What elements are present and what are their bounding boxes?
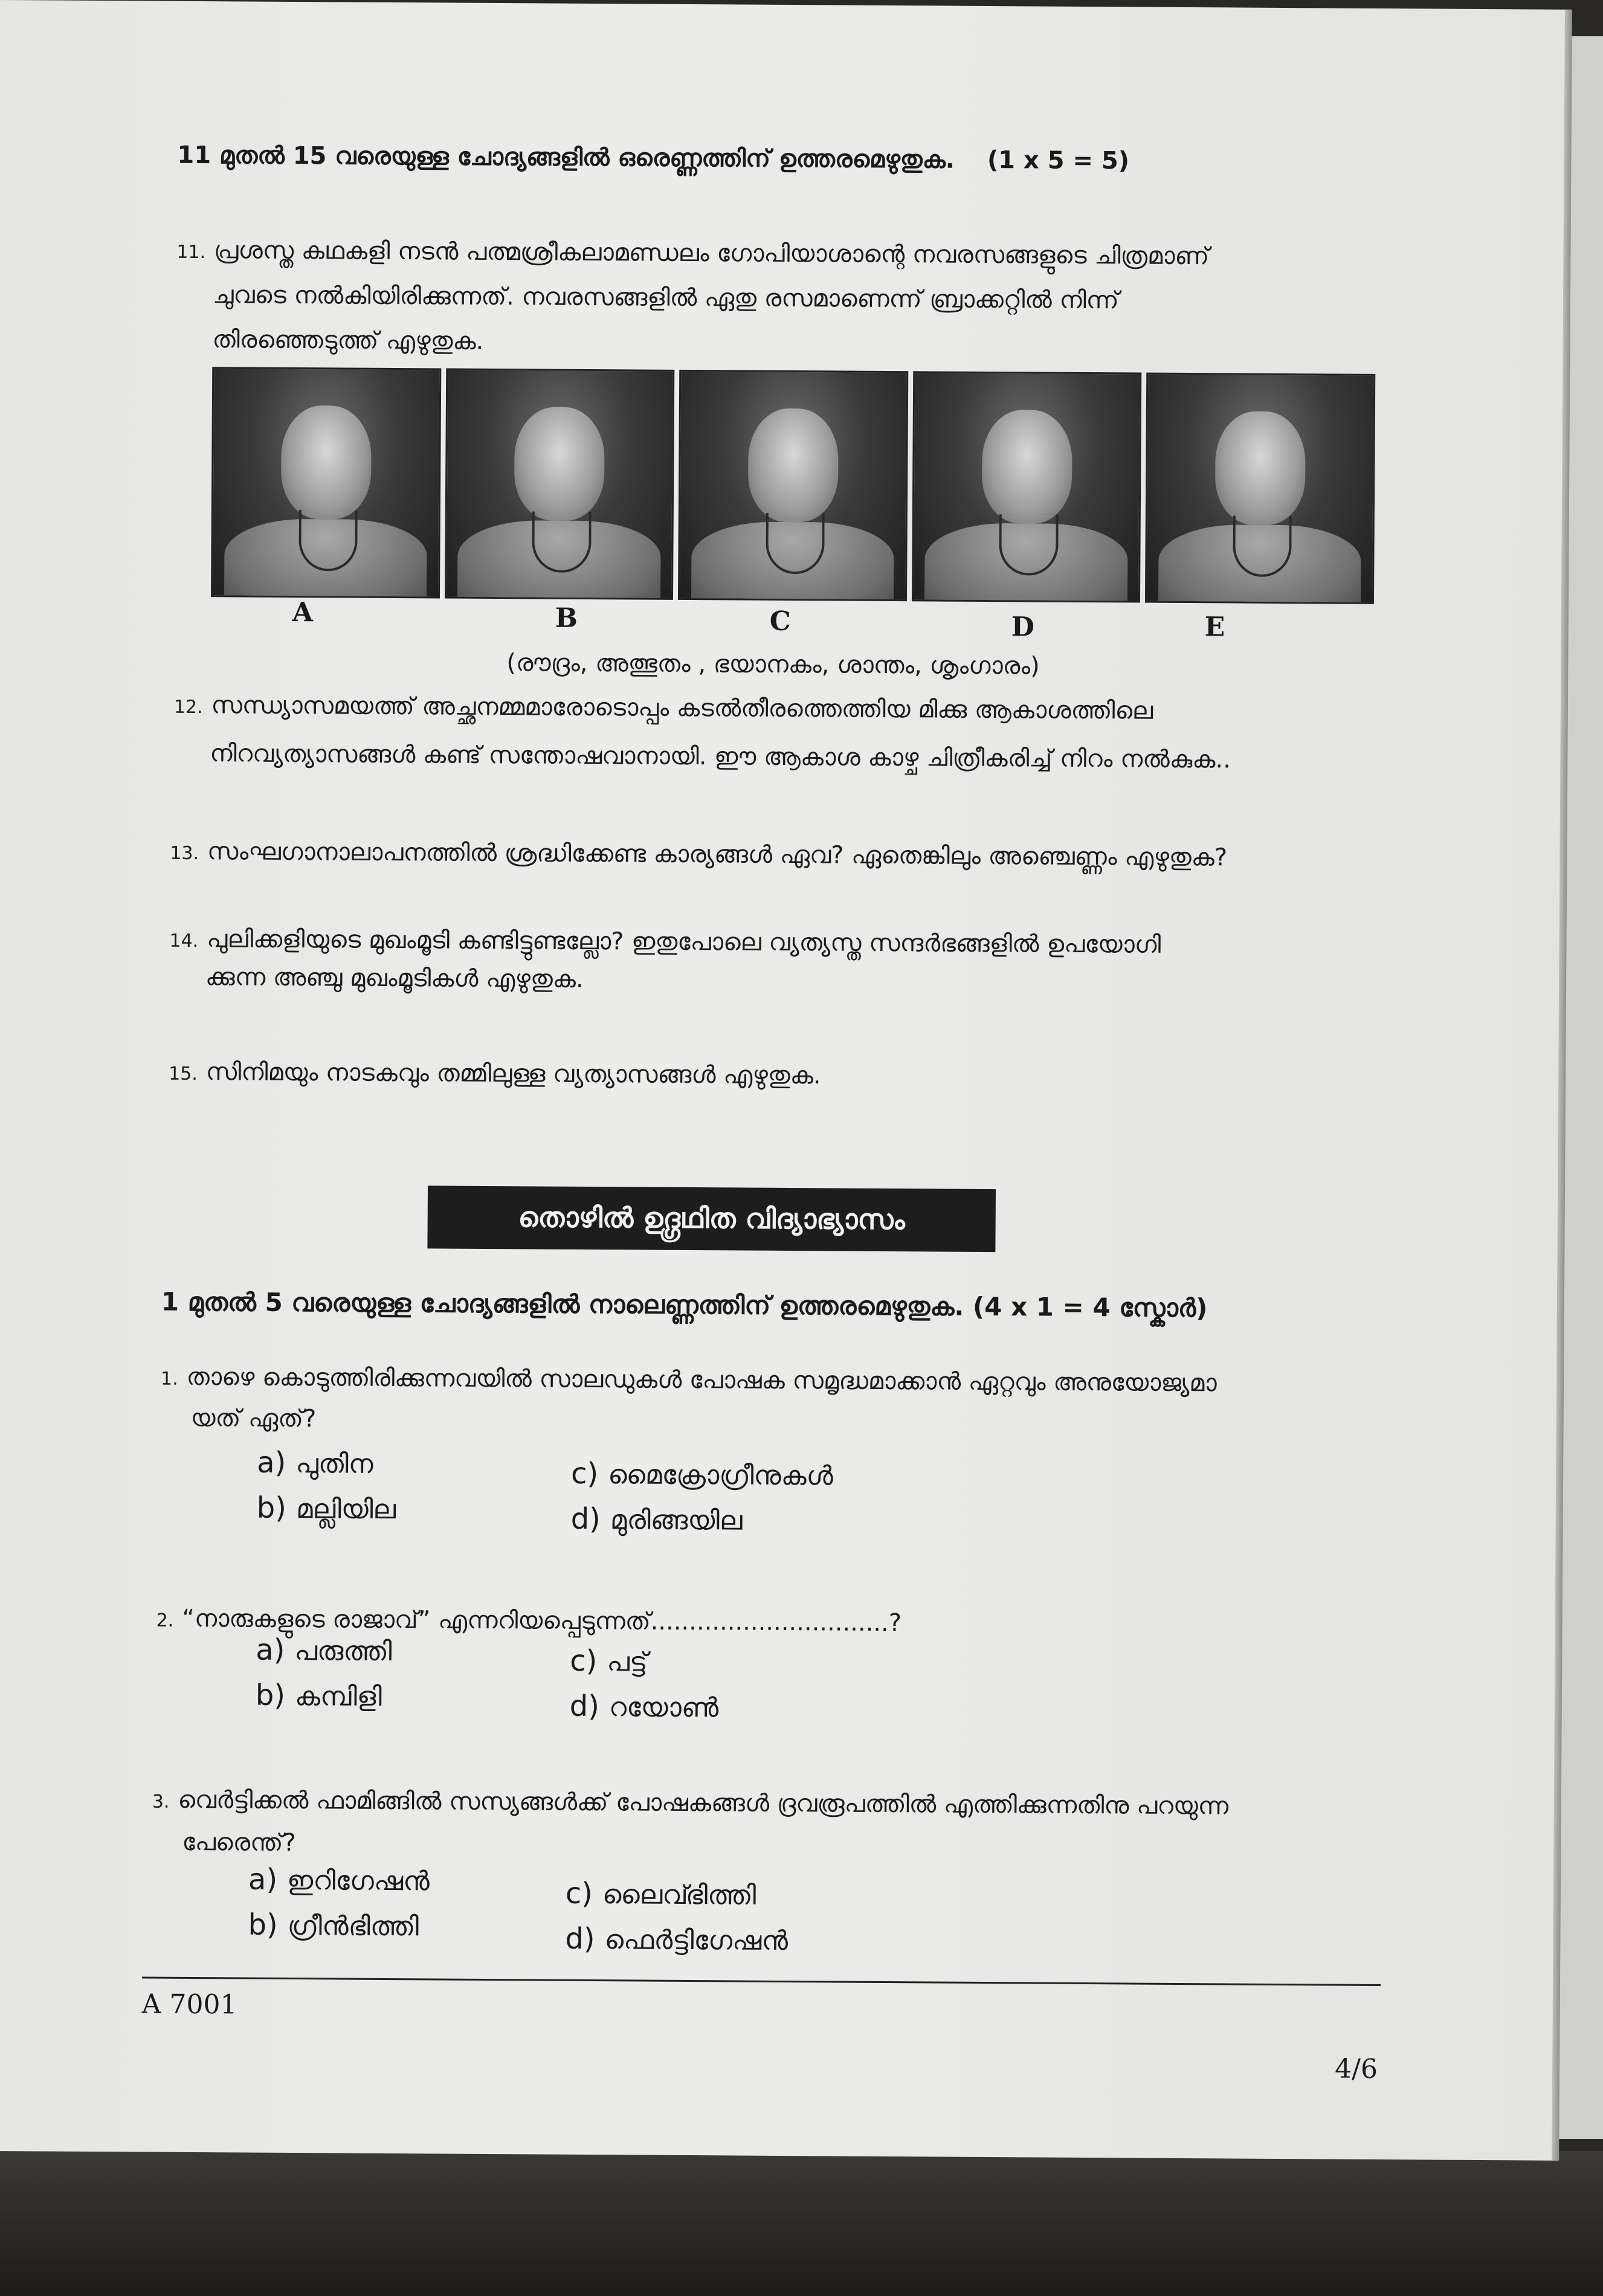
section1-instruction [177, 141, 1129, 175]
section1-instruction-text: 11 മുതൽ 15 വരെയുള്ള ചോദ്യങ്ങളിൽ ഒരെണ്ണത്തിന് ഉത്തരമെഴുതുക. [177, 141, 955, 174]
option-letter: b) [255, 1678, 286, 1712]
option-letter: d) [570, 1501, 601, 1537]
question-12-line2: നിറവ്യത്യാസങ്ങൾ കണ്ട് സന്തോഷവാനായി. ഈ ആകാശ കാഴ്ച ചിത്രീകരിച്ച് നിറം നൽകുക.. [210, 740, 1231, 774]
question-text: പ്രശസ്ത കഥകളി നടൻ പത്മശ്രീകലാമണ്ഡലം ഗോപിയാശാന്റെ നവരസങ്ങളുടെ ചിത്രമാണ് [214, 236, 1210, 271]
mcq-1-option-d [570, 1502, 742, 1537]
option-letter: a) [256, 1633, 285, 1667]
option-text: ഫെർട്ടിഗേഷൻ [604, 1924, 789, 1957]
option-text: ഗ്രീൻഭിത്തി [287, 1910, 419, 1943]
option-letter: c) [565, 1876, 593, 1911]
option-letter: a) [257, 1445, 286, 1480]
navarasa-photo-strip [211, 367, 1375, 601]
section1-score: (1 x 5 = 5) [987, 146, 1130, 175]
mcq-3 [152, 1778, 1229, 1831]
rasa-options-bracket: (രൗദ്രം, അത്ഭുതം , ഭയാനകം, ശാന്തം, ശൃംഗാരം) [506, 649, 1040, 680]
question-number: 3. [152, 1791, 170, 1813]
question-number: 15. [169, 1063, 198, 1085]
question-14-line2: ക്കുന്ന അഞ്ചു മുഖംമൂടികൾ എഴുതുക. [205, 963, 584, 993]
paper-code: A 7001 [141, 1988, 237, 2020]
question-text: “നാരുകളുടെ രാജാവ്” എന്നറിയപ്പെടുന്നത്...............................? [182, 1604, 902, 1637]
option-letter: c) [570, 1643, 598, 1678]
question-number: 11. [176, 241, 206, 263]
option-letter: b) [256, 1491, 287, 1525]
option-text: പരുത്തി [294, 1636, 392, 1668]
option-text: കമ്പിളി [294, 1681, 382, 1712]
mcq-3-option-c [566, 1877, 756, 1912]
question-text: താഴെ കൊടുത്തിരിക്കുന്നവയിൽ സാലഡുകൾ പോഷക സമൃദ്ധമാക്കാൻ ഏറ്റവും അനുയോജ്യമാ [186, 1362, 1217, 1398]
option-text: പുതിന [295, 1448, 373, 1480]
mcq-3-option-b [248, 1908, 419, 1943]
mcq-1-option-b [257, 1491, 396, 1526]
mcq-3-option-a [248, 1863, 430, 1898]
question-text: സിനിമയും നാടകവും തമ്മിലുള്ള വ്യത്യാസങ്ങൾ എഴുതുക. [205, 1058, 821, 1090]
navarasa-photo-e [1145, 373, 1375, 604]
photo-label-e: E [1204, 611, 1225, 643]
mcq-2-option-c [570, 1644, 648, 1678]
question-11-line2: ചുവടെ നൽകിയിരിക്കുന്നത്. നവരസങ്ങളിൽ ഏതു രസമാണെന്ന് ബ്രാക്കറ്റിൽ നിന്ന് [212, 281, 1119, 315]
question-number: 2. [156, 1610, 174, 1631]
option-text: മല്ലിയില [295, 1494, 396, 1526]
question-text: സന്ധ്യാസമയത്ത് അച്ഛനമ്മമാരോടൊപ്പം കടൽതീരത്തെത്തിയ മിക്കു ആകാശത്തിലെ [211, 691, 1153, 725]
mcq-1-option-c [571, 1457, 833, 1492]
question-number: 1. [160, 1368, 178, 1390]
option-text: റയോൺ [608, 1692, 719, 1724]
option-text: ലൈവ്ഭിത്തി [602, 1879, 756, 1911]
mcq-2-option-d [570, 1689, 719, 1724]
navarasa-photo-c [678, 370, 908, 601]
mcq-2-option-b [256, 1678, 382, 1713]
footer-rule [142, 1976, 1381, 1986]
navarasa-photo-a [211, 367, 441, 598]
option-text: പട്ട് [607, 1646, 648, 1678]
question-15 [169, 1050, 821, 1101]
question-number: 13. [170, 842, 199, 865]
option-letter: d) [565, 1921, 595, 1956]
section-banner: തൊഴിൽ ഉദ്ഗ്രഥിത വിദ്യാഭ്യാസം [427, 1185, 996, 1252]
navarasa-photo-b [445, 369, 675, 600]
photo-label-c: C [769, 605, 791, 637]
question-11-line3: തിരഞ്ഞെടുത്ത് എഴുതുക. [212, 326, 484, 355]
option-letter: c) [570, 1456, 599, 1491]
photo-label-a: A [292, 596, 314, 628]
question-text: പുലിക്കളിയുടെ മുഖംമൂടി കണ്ടിട്ടുണ്ടല്ലോ? ഇതുപോലെ വ്യത്യസ്ത സന്ദർഭങ്ങളിൽ ഉപയോഗി [207, 925, 1161, 959]
option-text: ഇറിഗേഷൻ [286, 1865, 430, 1897]
question-13 [170, 829, 1227, 883]
mcq-1-line2: യത് ഏത്? [190, 1404, 317, 1433]
question-number: 12. [173, 696, 203, 718]
option-letter: a) [248, 1862, 278, 1897]
mcq-3-line2: പേരെന്ത്? [182, 1828, 296, 1857]
mcq-3-option-d [565, 1922, 788, 1957]
mcq-1 [161, 1355, 1217, 1408]
section2-instruction: 1 മുതൽ 5 വരെയുള്ള ചോദ്യങ്ങളിൽ നാലെണ്ണത്തിന് ഉത്തരമെഴുതുക. (4 x 1 = 4 സ്കോർ) [161, 1286, 1208, 1323]
option-letter: d) [569, 1689, 600, 1724]
option-text: മൈക്രോഗ്രീനുകൾ [608, 1459, 833, 1492]
table-surface [0, 2151, 1603, 2296]
question-12 [174, 683, 1153, 736]
mcq-1-option-a [257, 1446, 373, 1480]
mcq-2-option-a [256, 1633, 392, 1668]
option-letter: b) [248, 1907, 278, 1942]
navarasa-photo-d [912, 371, 1142, 602]
option-text: മുരിങ്ങയില [610, 1504, 743, 1537]
question-number: 14. [169, 930, 199, 952]
photo-label-b: B [555, 602, 578, 634]
question-text: സംഘഗാനാലാപനത്തിൽ ശ്രദ്ധിക്കേണ്ട കാര്യങ്ങൾ ഏവ? ഏതെങ്കിലും അഞ്ചെണ്ണം എഴുതുക? [207, 837, 1228, 872]
photo-label-d: D [1011, 611, 1035, 643]
question-text: വെർട്ടിക്കൽ ഫാമിങ്ങിൽ സസ്യങ്ങൾക്ക് പോഷകങ്ങൾ ദ്രവരൂപത്തിൽ എത്തിക്കുന്നതിനു പറയുന്ന [178, 1785, 1229, 1820]
page-number: 4/6 [1334, 2053, 1378, 2085]
